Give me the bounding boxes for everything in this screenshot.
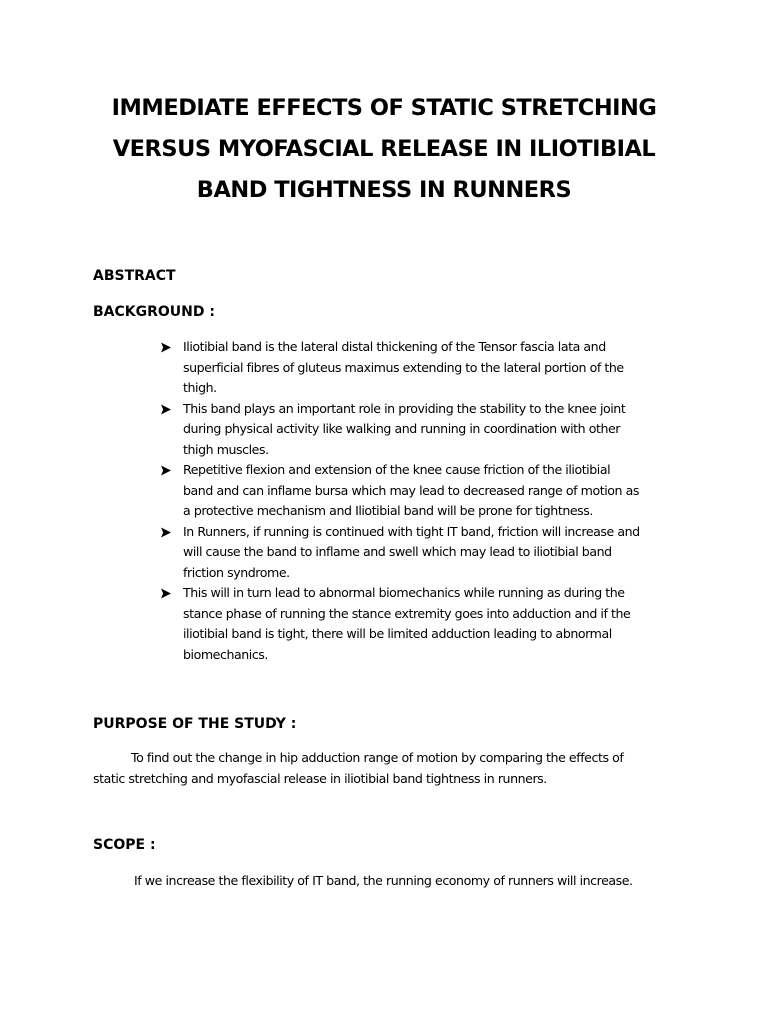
purpose-paragraph	[93, 747, 623, 789]
bullet-line: band and can inflame bursa which may lead to decreased range of motion as	[183, 482, 639, 498]
paragraph-line: static stretching and myofascial release in iliotibial band tightness in runners.	[93, 771, 547, 786]
arrow-bullet-icon	[160, 404, 172, 415]
document-title	[92, 88, 676, 211]
bullet-line: superficial fibres of gluteus maximus extending to the lateral portion of the	[183, 359, 624, 375]
bullet-line: This band plays an important role in providing the stability to the knee joint	[183, 400, 626, 416]
arrow-bullet-icon	[160, 342, 172, 353]
bullet-line: biomechanics.	[183, 646, 268, 662]
list-item	[160, 460, 700, 522]
title-line: VERSUS MYOFASCIAL RELEASE IN ILIOTIBIAL	[112, 136, 656, 162]
background-heading: BACKGROUND :	[93, 304, 215, 320]
abstract-heading: ABSTRACT	[93, 268, 176, 284]
bullet-line: iliotibial band is tight, there will be limited adduction leading to abnormal	[183, 626, 612, 641]
bullet-line: thigh.	[183, 380, 217, 395]
title-line: BAND TIGHTNESS IN RUNNERS	[196, 177, 572, 203]
bullet-line: Iliotibial band is the lateral distal thickening of the Tensor fascia lata and	[183, 339, 606, 354]
arrow-bullet-icon	[160, 527, 172, 538]
paragraph-line: To find out the change in hip adduction range of motion by comparing the effects of	[131, 750, 624, 765]
bullet-line: will cause the band to inflame and swell which may lead to iliotibial band	[183, 544, 612, 559]
list-item	[160, 583, 700, 665]
bullet-line: In Runners, if running is continued with tight IT band, friction will increase and	[183, 523, 640, 539]
bullet-line: during physical activity like walking and running in coordination with other	[183, 421, 621, 436]
bullet-line: stance phase of running the stance extremity goes into adduction and if the	[183, 605, 631, 621]
arrow-bullet-icon	[160, 465, 172, 476]
bullet-line: a protective mechanism and Iliotibial band will be prone for tightness.	[183, 503, 593, 518]
arrow-bullet-icon	[160, 588, 172, 599]
list-item	[160, 399, 700, 461]
title-line: IMMEDIATE EFFECTS OF STATIC STRETCHING	[111, 95, 657, 121]
purpose-heading: PURPOSE OF THE STUDY :	[93, 716, 297, 732]
list-item	[160, 522, 700, 584]
scope-paragraph: If we increase the flexibility of IT band, the running economy of runners will increase.	[134, 873, 633, 888]
bullet-line: thigh muscles.	[183, 441, 269, 457]
list-item	[160, 337, 700, 399]
bullet-line: This will in turn lead to abnormal biomechanics while running as during the	[183, 585, 625, 600]
bullet-line: Repetitive flexion and extension of the knee cause friction of the iliotibial	[183, 462, 611, 477]
bullet-line: friction syndrome.	[183, 564, 290, 580]
scope-heading: SCOPE :	[93, 837, 156, 853]
background-bullet-list	[160, 337, 700, 665]
